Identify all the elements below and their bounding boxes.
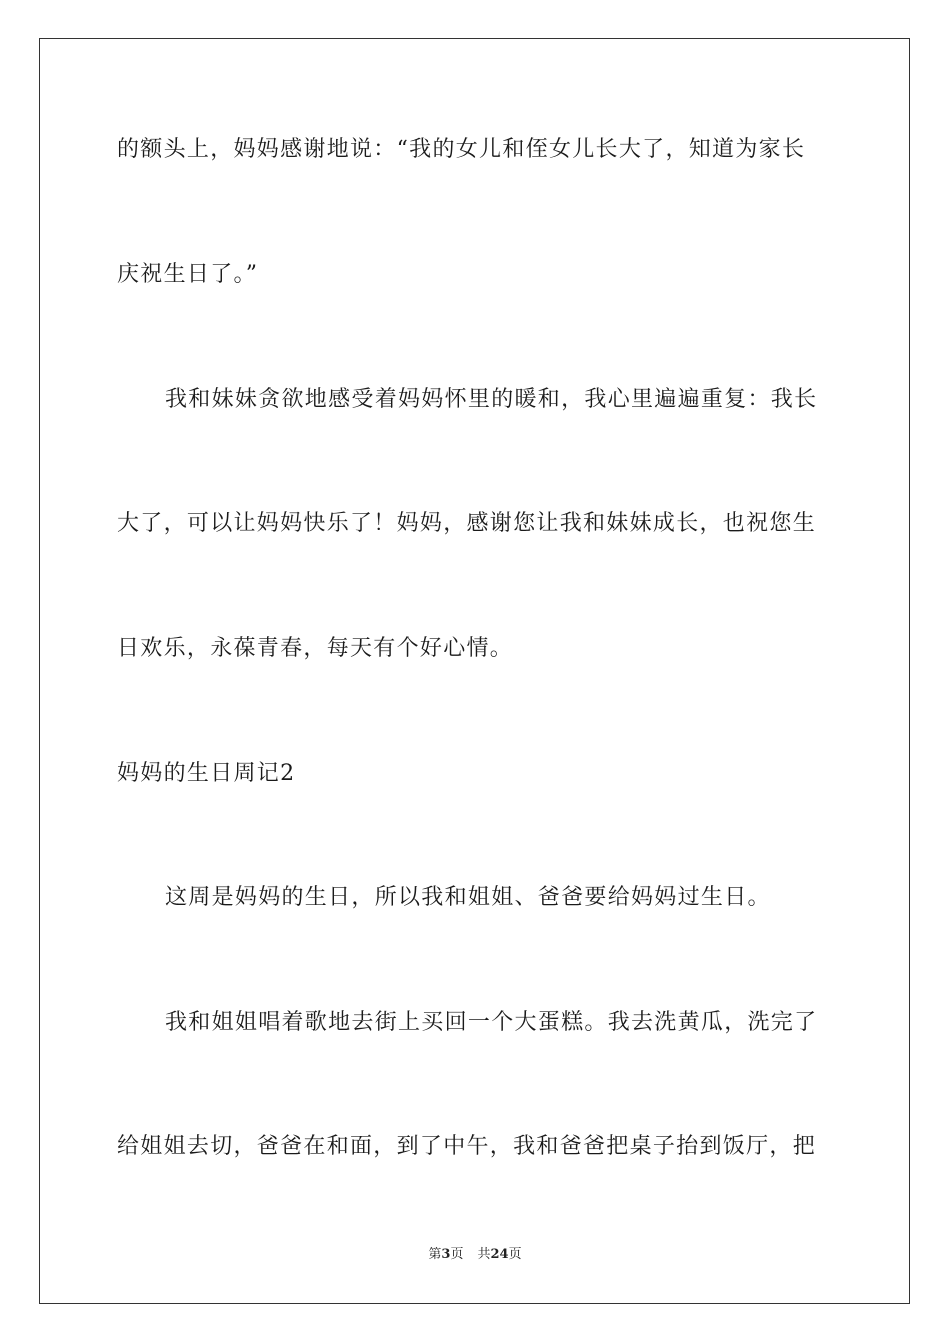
page-suffix: 页	[450, 1247, 464, 1262]
text-line-1: 的额头上，妈妈感谢地说：“我的女儿和侄女儿长大了，知道为家长	[117, 137, 806, 162]
text-line-5: 日欢乐，永葆青春，每天有个好心情。	[117, 636, 514, 661]
section-heading: 妈妈的生日周记2	[117, 761, 296, 786]
text-line-8: 给姐姐去切，爸爸在和面，到了中午，我和爸爸把桌子抬到饭厅，把	[117, 1134, 817, 1159]
total-pages: 24	[490, 1247, 509, 1262]
total-suffix: 页	[508, 1247, 522, 1262]
text-line-2: 庆祝生日了。”	[117, 262, 259, 287]
page-number: 3	[441, 1247, 451, 1262]
total-prefix: 共	[477, 1247, 491, 1262]
page-prefix: 第	[428, 1247, 442, 1262]
text-line-4: 大了，可以让妈妈快乐了！妈妈，感谢您让我和妹妹成长，也祝您生	[117, 511, 817, 536]
page-footer	[0, 1246, 950, 1264]
text-line-7: 我和姐姐唱着歌地去街上买回一个大蛋糕。我去洗黄瓜，洗完了	[165, 1010, 818, 1035]
text-line-6: 这周是妈妈的生日，所以我和姐姐、爸爸要给妈妈过生日。	[165, 885, 771, 910]
text-line-3: 我和妹妹贪欲地感受着妈妈怀里的暖和，我心里遍遍重复：我长	[165, 387, 818, 412]
page-border	[39, 38, 910, 1304]
